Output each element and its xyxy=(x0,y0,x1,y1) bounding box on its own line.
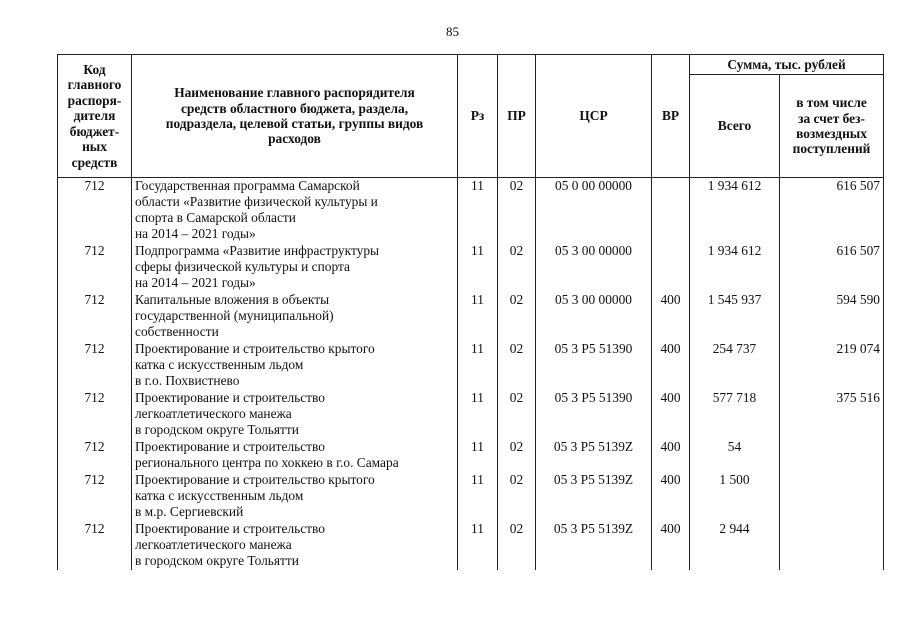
row-name xyxy=(132,521,458,570)
header-pr: ПР xyxy=(498,55,536,178)
row-name-line: легкоатлетического манежа xyxy=(135,406,292,421)
row-name-line: Государственная программа Самарской xyxy=(135,178,360,193)
row-total: 54 xyxy=(690,439,780,472)
row-free: 616 507 xyxy=(780,243,884,292)
row-name-line: в м.р. Сергиевский xyxy=(135,504,244,519)
page-number: 85 xyxy=(446,24,459,39)
row-code: 712 xyxy=(58,472,132,521)
row-vr: 400 xyxy=(652,341,690,390)
row-name xyxy=(132,341,458,390)
row-rz: 11 xyxy=(458,472,498,521)
row-total: 577 718 xyxy=(690,390,780,439)
row-code: 712 xyxy=(58,521,132,570)
row-total: 1 500 xyxy=(690,472,780,521)
header-vr: ВР xyxy=(652,55,690,178)
row-csr: 05 3 00 00000 xyxy=(536,243,652,292)
row-name-line: спорта в Самарской области xyxy=(135,210,296,225)
table-row xyxy=(58,243,884,292)
row-code: 712 xyxy=(58,292,132,341)
header-name-line: подраздела, целевой статьи, группы видов xyxy=(165,116,424,131)
row-csr: 05 3 P5 5139Z xyxy=(536,521,652,570)
row-name-line: на 2014 – 2021 годы» xyxy=(135,226,256,241)
row-name-line: Проектирование и строительство xyxy=(135,439,325,454)
header-code-line: средств xyxy=(71,154,118,170)
row-code: 712 xyxy=(58,390,132,439)
header-name-line: средств областного бюджета, раздела, xyxy=(180,100,409,116)
row-total: 2 944 xyxy=(690,521,780,570)
row-name xyxy=(132,243,458,292)
row-rz: 11 xyxy=(458,243,498,292)
row-vr: 400 xyxy=(652,439,690,472)
row-pr: 02 xyxy=(498,472,536,521)
header-sum: Сумма, тыс. рублей xyxy=(690,55,884,75)
header-name-line: Наименование главного распорядителя xyxy=(174,85,415,101)
row-csr: 05 0 00 00000 xyxy=(536,178,652,244)
header-free-line: в том числе xyxy=(796,95,867,111)
row-name-line: в городском округе Тольятти xyxy=(135,553,299,568)
table-row xyxy=(58,521,884,570)
header-code-line: дителя xyxy=(73,108,116,124)
row-pr: 02 xyxy=(498,341,536,390)
row-pr: 02 xyxy=(498,178,536,244)
table-row xyxy=(58,292,884,341)
row-free xyxy=(780,521,884,570)
row-rz: 11 xyxy=(458,341,498,390)
row-name-line: легкоатлетического манежа xyxy=(135,537,292,552)
row-name-line: Проектирование и строительство xyxy=(135,521,325,536)
header-code-line: распоря- xyxy=(67,92,122,108)
table-body xyxy=(58,178,884,571)
row-total: 1 934 612 xyxy=(690,178,780,244)
row-name-line: сферы физической культуры и спорта xyxy=(135,259,350,274)
row-vr: 400 xyxy=(652,292,690,341)
row-free xyxy=(780,472,884,521)
row-rz: 11 xyxy=(458,521,498,570)
row-csr: 05 3 P5 5139Z xyxy=(536,439,652,472)
row-rz: 11 xyxy=(458,292,498,341)
row-name xyxy=(132,178,458,244)
row-csr: 05 3 P5 51390 xyxy=(536,341,652,390)
header-free xyxy=(780,75,884,178)
table-header xyxy=(58,55,884,178)
row-free xyxy=(780,439,884,472)
row-rz: 11 xyxy=(458,178,498,244)
row-name-line: на 2014 – 2021 годы» xyxy=(135,275,256,290)
header-free-line: поступлений xyxy=(792,141,871,157)
row-name-line: катка с искусственным льдом xyxy=(135,357,304,372)
row-vr: 400 xyxy=(652,521,690,570)
row-name-line: в г.о. Похвистнево xyxy=(135,373,240,388)
row-vr: 400 xyxy=(652,472,690,521)
row-name xyxy=(132,390,458,439)
table-row xyxy=(58,390,884,439)
budget-table xyxy=(57,54,884,570)
row-name xyxy=(132,472,458,521)
row-pr: 02 xyxy=(498,521,536,570)
header-total: Всего xyxy=(690,75,780,178)
row-code: 712 xyxy=(58,178,132,244)
row-name-line: Подпрограмма «Развитие инфраструктуры xyxy=(135,243,380,258)
row-free: 375 516 xyxy=(780,390,884,439)
row-name xyxy=(132,439,458,472)
row-pr: 02 xyxy=(498,439,536,472)
row-name-line: Проектирование и строительство крытого xyxy=(135,341,375,356)
row-code: 712 xyxy=(58,341,132,390)
row-name-line: катка с искусственным льдом xyxy=(135,488,304,503)
row-code: 712 xyxy=(58,243,132,292)
row-vr xyxy=(652,243,690,292)
row-csr: 05 3 P5 51390 xyxy=(536,390,652,439)
row-pr: 02 xyxy=(498,243,536,292)
row-pr: 02 xyxy=(498,292,536,341)
row-free: 219 074 xyxy=(780,341,884,390)
table-row xyxy=(58,472,884,521)
row-name-line: собственности xyxy=(135,324,219,339)
row-name-line: области «Развитие физической культуры и xyxy=(135,194,378,209)
row-rz: 11 xyxy=(458,390,498,439)
row-name xyxy=(132,292,458,341)
header-free-line: за счет без- xyxy=(798,110,865,126)
row-csr: 05 3 00 00000 xyxy=(536,292,652,341)
table-row xyxy=(58,341,884,390)
table-row xyxy=(58,439,884,472)
header-free-line: возмездных xyxy=(796,126,867,141)
header-name-line: расходов xyxy=(268,131,321,147)
header-code-line: ных xyxy=(82,139,107,155)
row-name-line: Капитальные вложения в объекты xyxy=(135,292,330,307)
row-csr: 05 3 P5 5139Z xyxy=(536,472,652,521)
header-rz: Рз xyxy=(458,55,498,178)
row-name-line: регионального центра по хоккею в г.о. Самара xyxy=(135,455,399,470)
row-total: 254 737 xyxy=(690,341,780,390)
header-csr: ЦСР xyxy=(536,55,652,178)
row-total: 1 934 612 xyxy=(690,243,780,292)
row-vr: 400 xyxy=(652,390,690,439)
header-code xyxy=(58,55,132,178)
row-code: 712 xyxy=(58,439,132,472)
row-vr xyxy=(652,178,690,244)
header-code-line: бюджет- xyxy=(69,123,120,139)
row-name-line: Проектирование и строительство xyxy=(135,390,325,405)
row-total: 1 545 937 xyxy=(690,292,780,341)
row-pr: 02 xyxy=(498,390,536,439)
row-name-line: государственной (муниципальной) xyxy=(135,308,334,323)
row-name-line: Проектирование и строительство крытого xyxy=(135,472,375,487)
table-row xyxy=(58,178,884,244)
row-free: 594 590 xyxy=(780,292,884,341)
row-rz: 11 xyxy=(458,439,498,472)
header-name xyxy=(132,55,458,178)
header-code-line: Код xyxy=(83,62,106,78)
row-free: 616 507 xyxy=(780,178,884,244)
header-code-line: главного xyxy=(67,77,122,93)
row-name-line: в городском округе Тольятти xyxy=(135,422,299,437)
